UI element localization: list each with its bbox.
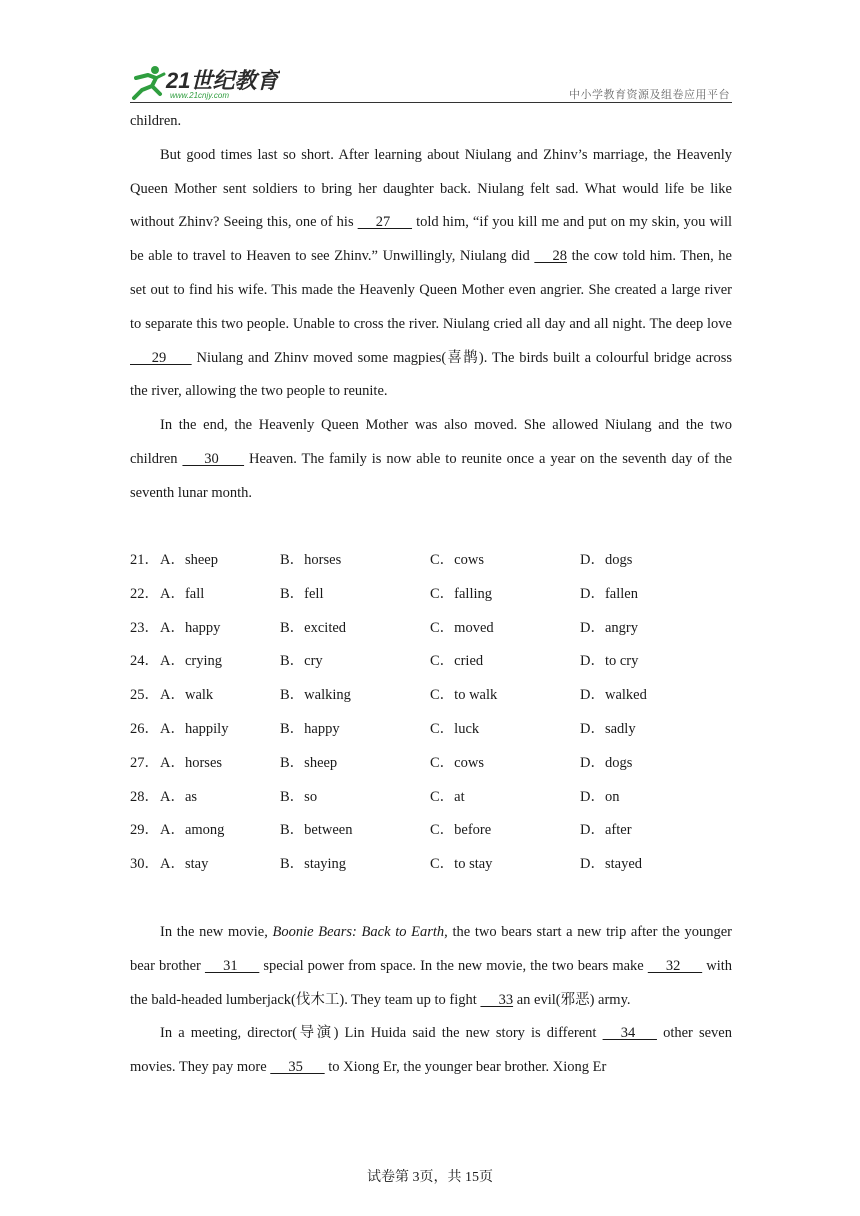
blank-34: 34 (602, 1025, 657, 1042)
option-b: B．sheep (280, 754, 338, 771)
question-number: 27． (130, 754, 159, 771)
passage-text: an evil(邪恶) army. (513, 991, 631, 1008)
question-row (130, 713, 750, 747)
question-row (130, 544, 750, 578)
question-row (130, 814, 750, 848)
option-a: A．walk (160, 687, 214, 704)
question-row (130, 679, 750, 713)
header-platform-text: 中小学教育资源及组卷应用平台 (569, 88, 730, 101)
option-d: D．fallen (580, 585, 638, 602)
passage-text: But good times last so short. After learning about Niulang and Zhinv’s marriage, the Heavenly Queen Mother sent soldiers to bring her daughter back. Niulang felt sad. What would life be like without Zhinv? Seeing this, one of his (130, 146, 732, 231)
option-d: D．to cry (580, 653, 639, 670)
passage-2-paragraph (130, 1017, 732, 1085)
header-divider (130, 102, 732, 103)
option-a: A．happy (160, 619, 221, 636)
passage-2 (130, 916, 732, 1085)
options-list (130, 544, 750, 882)
question-number: 28． (130, 788, 159, 805)
option-a: A．stay (160, 856, 209, 873)
option-d: D．on (580, 788, 620, 805)
blank-27: 27 (357, 214, 413, 231)
question-number: 24． (130, 653, 159, 670)
blank-30: 30 (182, 450, 245, 467)
passage-1-paragraph (130, 409, 732, 510)
option-c: C．before (430, 822, 492, 839)
blank-29: 29 (130, 349, 192, 366)
blank-28: 28 (534, 248, 567, 265)
passage-text: other seven movies. They pay more (130, 1025, 732, 1076)
question-row (130, 781, 750, 815)
question-row (130, 747, 750, 781)
option-a: A．sheep (160, 552, 218, 568)
option-b: B．walking (280, 687, 351, 704)
passage-text: Heaven. The family is now able to reunite once a year on the seventh day of the seventh lunar month. (130, 450, 733, 501)
passage-text: In a meeting, director(导演) Lin Huida said the new story is different (160, 1025, 603, 1042)
option-b: B．cry (280, 653, 323, 670)
option-d: D．after (580, 822, 632, 839)
option-c: C．to stay (430, 856, 493, 873)
question-number: 29． (130, 822, 159, 839)
option-b: B．between (280, 822, 353, 839)
blank-33: 33 (480, 991, 514, 1008)
option-d: D．stayed (580, 856, 643, 873)
logo-main-text: 21世纪教育 (166, 68, 279, 93)
option-d: D．dogs (580, 754, 633, 771)
passage-1 (130, 105, 732, 511)
running-figure-logo-icon (130, 64, 280, 100)
passage-2-paragraph (130, 916, 732, 1017)
option-d: D．sadly (580, 720, 636, 737)
passage-text: special power from space. In the new movie, the two bears make (259, 957, 648, 974)
question-row (130, 848, 750, 882)
question-number: 30． (130, 856, 159, 873)
option-c: C．moved (430, 619, 494, 636)
option-b: B．horses (280, 552, 342, 568)
question-number: 23． (130, 619, 159, 636)
option-d: D．dogs (580, 552, 633, 568)
option-c: C．falling (430, 585, 493, 602)
passage-1-continuation: children. (130, 113, 182, 129)
option-b: B．so (280, 788, 318, 805)
blank-35: 35 (270, 1059, 325, 1076)
option-a: A．happily (160, 720, 229, 737)
option-c: C．at (430, 788, 465, 805)
passage-text: to Xiong Er, the younger bear brother. Xiong Er (324, 1059, 607, 1076)
option-b: B．fell (280, 585, 324, 602)
blank-31: 31 (204, 957, 260, 974)
option-c: C．cried (430, 653, 484, 670)
option-a: A．horses (160, 754, 223, 771)
question-row (130, 612, 750, 646)
option-b: B．happy (280, 720, 340, 737)
passage-text: Niulang and Zhinv moved some magpies(喜鹊). The birds built a colourful bridge across the river, allowing the two people to reunite. (130, 349, 732, 400)
option-a: A．crying (160, 653, 223, 670)
option-a: A．as (160, 788, 198, 805)
passage-text: told him, “if you kill me and put on my skin, you will be able to travel to Heaven to see Zhinv.” Unwillingly, Niulang did (130, 214, 732, 265)
option-a: A．among (160, 822, 225, 839)
page-footer: 试卷第 3页，共 15页 (367, 1170, 493, 1185)
option-b: B．excited (280, 619, 347, 636)
question-number: 25． (130, 687, 159, 704)
passage-text: , the two bears start a new trip after the younger bear brother (130, 924, 732, 974)
question-number: 21． (130, 552, 159, 568)
passage-text: with the bald-headed lumberjack(伐木工). They team up to fight (130, 957, 733, 1008)
option-c: C．cows (430, 552, 484, 568)
option-c: C．luck (430, 720, 480, 737)
passage-1-paragraph (130, 139, 732, 409)
question-number: 22． (130, 585, 159, 602)
option-b: B．staying (280, 856, 347, 873)
option-d: D．walked (580, 687, 647, 704)
passage-text: In the new movie, (160, 924, 273, 940)
option-d: D．angry (580, 619, 638, 636)
question-row (130, 578, 750, 612)
passage-text: In the end, the Heavenly Queen Mother was also moved. She allowed Niulang and the two children (130, 417, 732, 467)
option-a: A．fall (160, 585, 205, 602)
option-c: C．cows (430, 754, 484, 771)
blank-32: 32 (647, 957, 703, 974)
logo-url-text: www.21cnjy.com (170, 91, 229, 100)
passage-text: the cow told him. Then, he set out to find his wife. This made the Heavenly Queen Mother even angrier. She created a large river to separate this two people. Unable to cross the river. Niulang cried all day and all night. The deep love (130, 248, 732, 332)
movie-title: Boonie Bears: Back to Earth (272, 924, 445, 940)
question-row (130, 645, 750, 679)
site-logo (130, 64, 280, 100)
option-c: C．to walk (430, 687, 498, 704)
question-number: 26． (130, 720, 159, 737)
